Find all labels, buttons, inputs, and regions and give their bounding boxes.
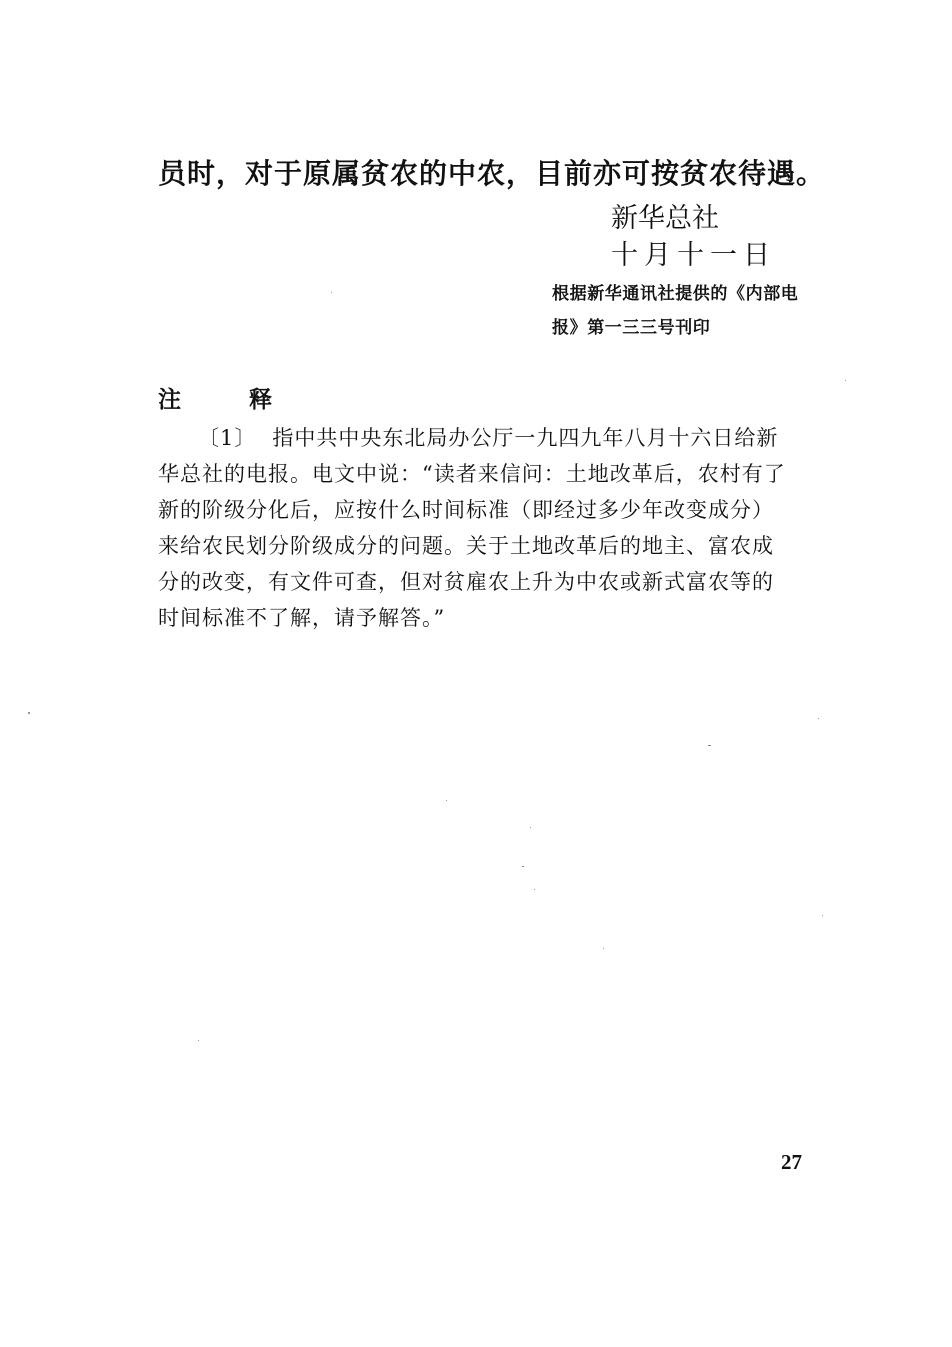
signature-agency: 新华总社 bbox=[611, 203, 719, 234]
scan-speck bbox=[603, 948, 604, 949]
scan-speck bbox=[331, 292, 332, 293]
scan-speck bbox=[708, 745, 711, 746]
scan-speck bbox=[530, 827, 531, 828]
scan-speck bbox=[198, 1040, 199, 1041]
body-text-line: 员时，对于原属贫农的中农，目前亦可按贫农待遇。 bbox=[158, 157, 826, 190]
scan-speck bbox=[534, 889, 535, 890]
scan-speck bbox=[822, 915, 823, 916]
scan-speck bbox=[522, 866, 524, 867]
scan-speck bbox=[845, 380, 846, 381]
signature-date: 十月十一日 bbox=[611, 240, 776, 271]
note-line-text: 指中共中央东北局办公厅一九四九年八月十六日给新 bbox=[272, 426, 779, 450]
scan-speck bbox=[28, 712, 30, 714]
note-line: 新的阶级分化后，应按什么时间标准（即经过多少年改变成分） bbox=[158, 498, 774, 522]
scan-speck bbox=[446, 800, 447, 801]
note-item bbox=[158, 420, 838, 636]
notes-heading: 注 释 bbox=[158, 387, 303, 413]
scan-speck bbox=[818, 718, 819, 719]
note-line: 来给农民划分阶级成分的问题。关于土地改革后的地主、富农成 bbox=[158, 534, 774, 558]
note-line: 分的改变，有文件可查，但对贫雇农上升为中农或新式富农等的 bbox=[158, 570, 774, 594]
note-line: 华总社的电报。电文中说：“读者来信问：土地改革后，农村有了 bbox=[158, 462, 786, 486]
source-note-line-1: 根据新华通讯社提供的《内部电 bbox=[552, 284, 799, 304]
note-number: 〔1〕 bbox=[198, 426, 257, 450]
note-line bbox=[158, 420, 838, 456]
source-note-line-2: 报》第一三三号刊印 bbox=[552, 318, 711, 338]
note-line: 时间标准不了解，请予解答。” bbox=[158, 606, 446, 630]
page-number: 27 bbox=[781, 1150, 802, 1174]
